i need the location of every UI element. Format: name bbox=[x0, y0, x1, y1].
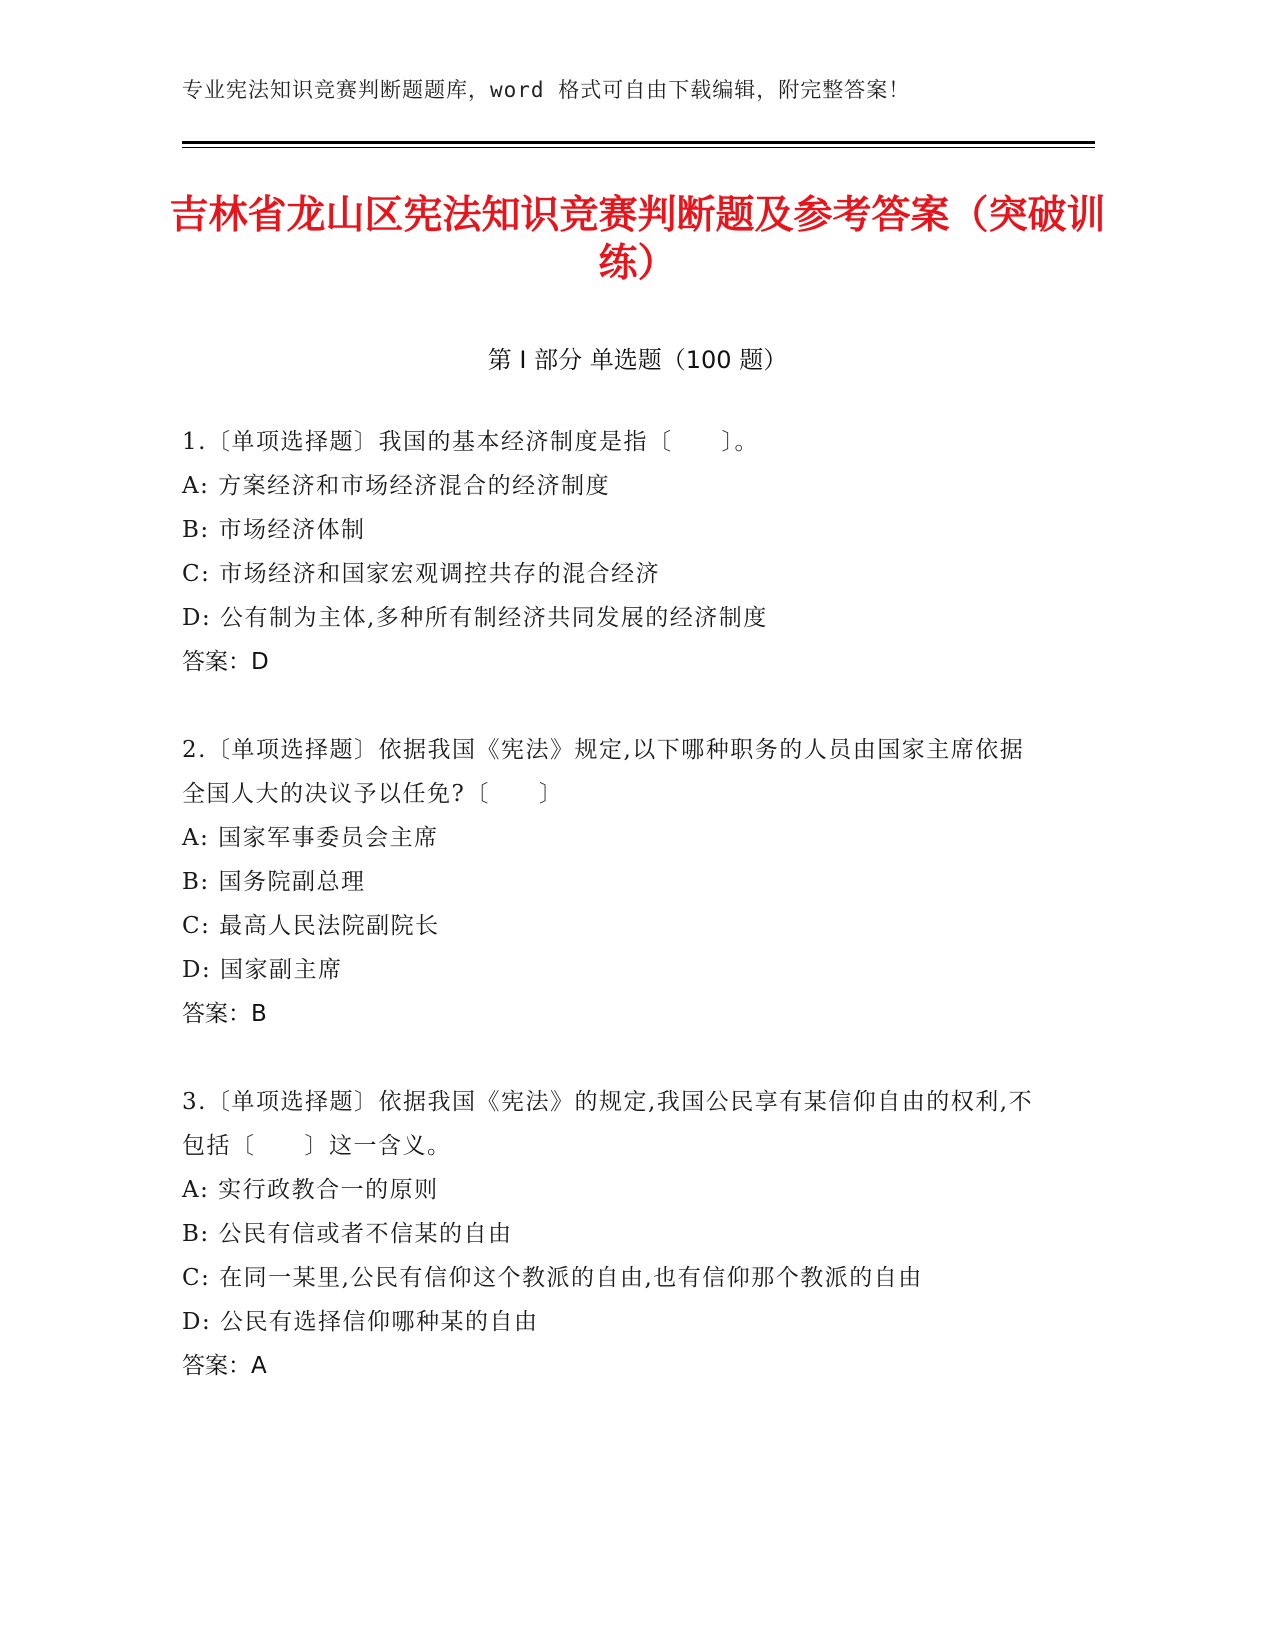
question-3 bbox=[182, 1080, 1042, 1388]
option-b: B: 市场经济体制 bbox=[182, 517, 366, 543]
header-rule-thin bbox=[182, 147, 1095, 148]
option-b: B: 国务院副总理 bbox=[182, 869, 366, 895]
option-c: C: 最高人民法院副院长 bbox=[182, 913, 440, 939]
option-d: D: 国家副主席 bbox=[182, 957, 343, 983]
question-text: 3.〔单项选择题〕依据我国《宪法》的规定,我国公民享有某信仰自由的权利,不包括〔 〕这一含义。 bbox=[182, 1089, 1034, 1159]
question-2 bbox=[182, 728, 1042, 1036]
question-text: 1.〔单项选择题〕我国的基本经济制度是指〔 〕。 bbox=[182, 429, 759, 455]
option-d: D: 公民有选择信仰哪种某的自由 bbox=[182, 1309, 539, 1335]
answer: 答案：B bbox=[182, 1001, 267, 1027]
option-b: B: 公民有信或者不信某的自由 bbox=[182, 1221, 513, 1247]
option-c: C: 市场经济和国家宏观调控共存的混合经济 bbox=[182, 561, 661, 587]
option-a: A: 方案经济和市场经济混合的经济制度 bbox=[182, 473, 611, 499]
answer: 答案：A bbox=[182, 1353, 267, 1379]
question-list bbox=[182, 420, 1042, 1432]
header-rule-thick bbox=[182, 141, 1095, 144]
option-c: C: 在同一某里,公民有信仰这个教派的自由,也有信仰那个教派的自由 bbox=[182, 1265, 923, 1291]
section-heading: 第 I 部分 单选题（100 题） bbox=[487, 346, 788, 374]
option-d: D: 公有制为主体,多种所有制经济共同发展的经济制度 bbox=[182, 605, 768, 631]
answer: 答案：D bbox=[182, 649, 269, 675]
document-title: 吉林省龙山区宪法知识竞赛判断题及参考答案（突破训练） bbox=[169, 193, 1106, 286]
header-note: 专业宪法知识竞赛判断题题库，word 格式可自由下载编辑，附完整答案！ bbox=[182, 78, 911, 102]
question-text: 2.〔单项选择题〕依据我国《宪法》规定,以下哪种职务的人员由国家主席依据全国人大的决议予以任免?〔 〕 bbox=[182, 737, 1025, 807]
option-a: A: 实行政教合一的原则 bbox=[182, 1177, 439, 1203]
option-a: A: 国家军事委员会主席 bbox=[182, 825, 439, 851]
question-1 bbox=[182, 420, 1042, 684]
